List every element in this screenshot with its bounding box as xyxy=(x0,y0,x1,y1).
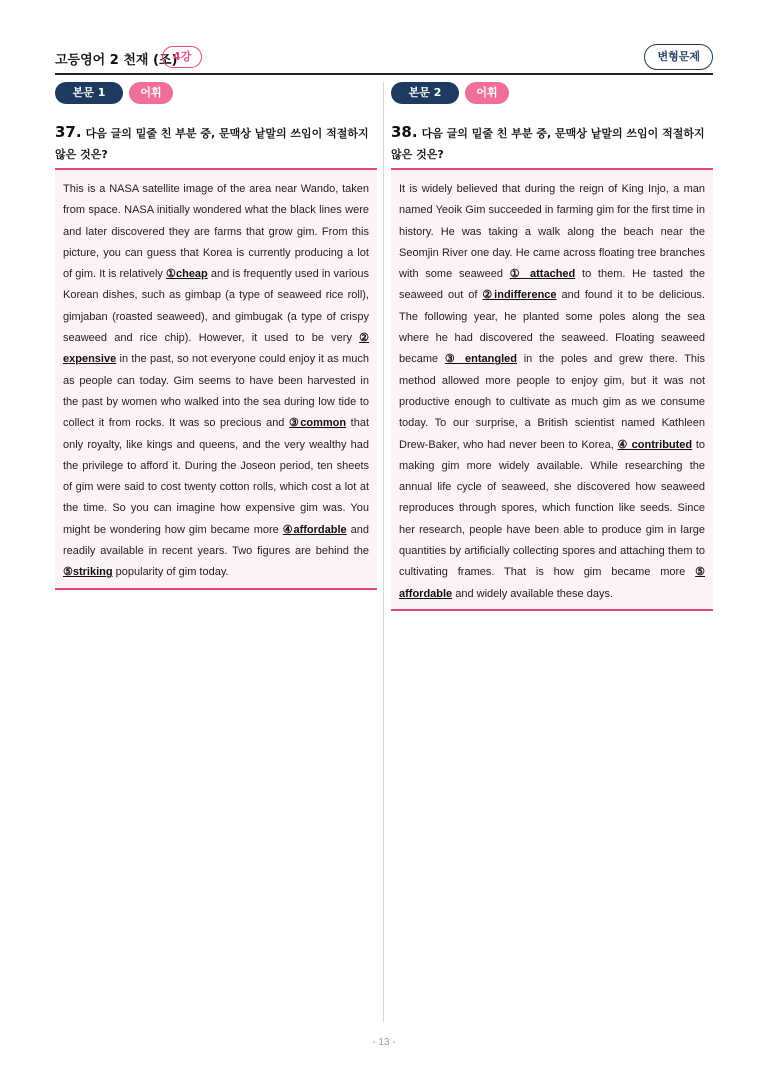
option-3: ③common xyxy=(288,417,347,430)
question-38 xyxy=(391,122,713,165)
passage-box xyxy=(55,170,377,588)
option-5: ⑤ affordable xyxy=(399,566,705,600)
vocab-badge: 어휘 xyxy=(465,82,509,104)
lesson-badge: 4강 xyxy=(162,46,202,68)
option-4: ④affordable xyxy=(282,523,347,536)
book-title: 고등영어 2 천재 (조) xyxy=(55,53,178,68)
question-type-badge: 변형문제 xyxy=(644,44,713,70)
passage-box xyxy=(391,170,713,609)
option-2: ② expensive xyxy=(63,332,369,366)
right-column xyxy=(391,82,713,600)
option-2: ②indifference xyxy=(482,289,557,302)
text-badge: 본문 2 xyxy=(391,82,459,104)
passage-text: It is widely believed that during the reign of King Injo, a man named Yeoik Gim succeeded in farming gim for the first time in history. He was taking a walk along the beach near the Seomjin River one day. He came across floating tree branches with some seaweed ① attached to them. He tasted the seaweed out of ②indifference and found it to be delicious. The following year, he planted some poles along the sea where he had discovered the seaweed. Floating seaweed became ③ entangled in the poles and grew there. This method allowed more people to enjoy gim, but it was not productive enough to cultivate as much gim as we consume today. To our surprise, a British scientist named Kathleen Drew-Baker, who had never been to Korea, ④ contributed to making gim more widely available. While researching the annual life cycle of seaweed, she discovered how seaweed reproduces through spores, which function like seeds. Since her research, people have been able to produce gim in large quantities by artificially collecting spores and attaching them to cultivating frames. That is how gim became more ⑤ affordable and widely available these days. xyxy=(399,183,706,600)
option-4: ④ contributed xyxy=(617,438,693,451)
question-text: 다음 글의 밑줄 친 부분 중, 문맥상 낱말의 쓰임이 적절하지 않은 것은? xyxy=(55,127,369,161)
left-column xyxy=(55,82,377,579)
option-1: ①cheap xyxy=(166,268,208,281)
right-badges xyxy=(391,82,713,106)
question-number: 37. xyxy=(55,123,82,141)
passage-bottom-rule xyxy=(55,588,377,590)
page-number: - 13 - xyxy=(372,1037,396,1048)
left-badges xyxy=(55,82,377,106)
header-rule xyxy=(55,73,713,75)
option-5: ⑤striking xyxy=(63,566,113,579)
question-text: 다음 글의 밑줄 친 부분 중, 문맥상 낱말의 쓰임이 적절하지 않은 것은? xyxy=(391,127,705,161)
question-number: 38. xyxy=(391,123,418,141)
passage-text: This is a NASA satellite image of the area near Wando, taken from space. NASA initially wondered what the black lines were and later discovered they are farms that grow gim. From this picture, you can guess that Korea is currently producing a lot of gim. It is relatively ①cheap and is frequently used in various Korean dishes, such as gimbap (a type of seaweed rice roll), gimjaban (roasted seaweed), and gimbugak (a type of crispy seaweed and rice chip). However, it used to be very ② expensive in the past, so not everyone could enjoy it as much as people can today. Gim seems to have been harvested in the past by women who walked into the sea during low tide to collect it from rocks. It was so precious and ③common that only royalty, like kings and queens, and the very wealthy had the privilege to afford it. During the Joseon period, ten sheets of gim were said to cost twenty cotton rolls, which cost a lot at the time. So you can imagine how expensive gim was. You might be wondering how gim became more ④affordable and readily available in recent years. Two figures are behind the ⑤striking popularity of gim today. xyxy=(63,183,370,579)
page-header xyxy=(55,44,713,74)
option-3: ③ entangled xyxy=(444,353,518,366)
passage-bottom-rule xyxy=(391,609,713,611)
question-37 xyxy=(55,122,377,165)
option-1: ① attached xyxy=(509,268,576,281)
vocab-badge: 어휘 xyxy=(129,82,173,104)
text-badge: 본문 1 xyxy=(55,82,123,104)
column-divider xyxy=(383,82,384,1022)
